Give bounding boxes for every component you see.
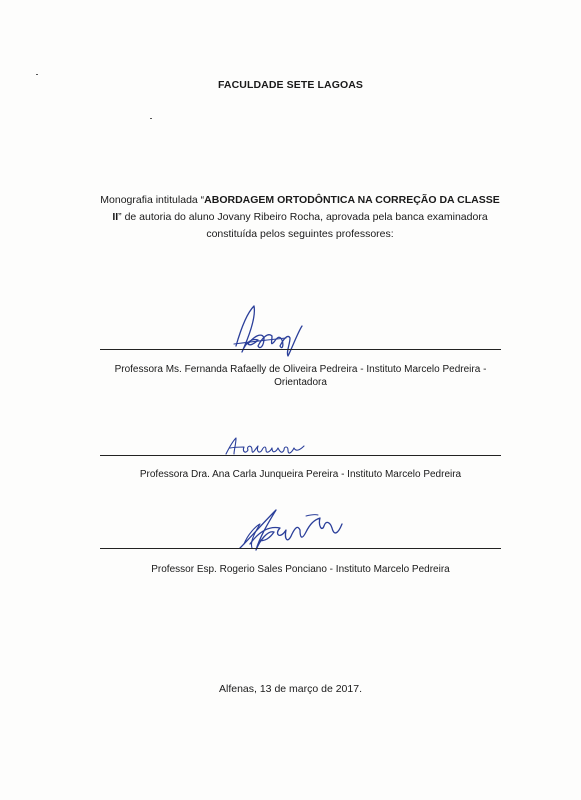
approval-statement: [100, 192, 500, 243]
approval-suffix: ” de autoria do aluno Jovany Ribeiro Rocha, aprovada pela banca examinadora constituída pelos seguintes professores:: [118, 211, 488, 240]
signature-line: [100, 455, 501, 456]
signature-caption: [100, 363, 501, 389]
signature-caption: [100, 563, 501, 576]
document-date: Alfenas, 13 de março de 2017.: [218, 683, 362, 695]
scan-speck: [150, 118, 152, 119]
signature-block-examiner-1: [100, 430, 501, 490]
signature-caption: [100, 468, 501, 481]
signature-block-advisor: [100, 300, 501, 410]
institution-name: FACULDADE SETE LAGOAS: [217, 79, 364, 91]
signer-name: Professora Ms. Fernanda Rafaelly de Oliveira Pedreira - Instituto Marcelo Pedreira -: [114, 364, 487, 375]
signature-line: [100, 548, 501, 549]
handwritten-signature: [222, 434, 306, 460]
scan-speck: [36, 74, 38, 75]
signer-name: Professor Esp. Rogerio Sales Ponciano - Instituto Marcelo Pedreira: [151, 564, 450, 575]
signature-block-examiner-2: [100, 500, 501, 580]
signature-line: [100, 349, 501, 350]
signer-role: Orientadora: [274, 377, 327, 388]
monograph-title: ABORDAGEM ORTODÔNTICA NA CORREÇÃO DA CLASSE II: [112, 194, 500, 223]
signer-name: Professora Dra. Ana Carla Junqueira Pereira - Instituto Marcelo Pedreira: [139, 469, 462, 480]
approval-prefix: Monografia intitulada “: [100, 194, 205, 206]
handwritten-signature: [230, 500, 350, 558]
